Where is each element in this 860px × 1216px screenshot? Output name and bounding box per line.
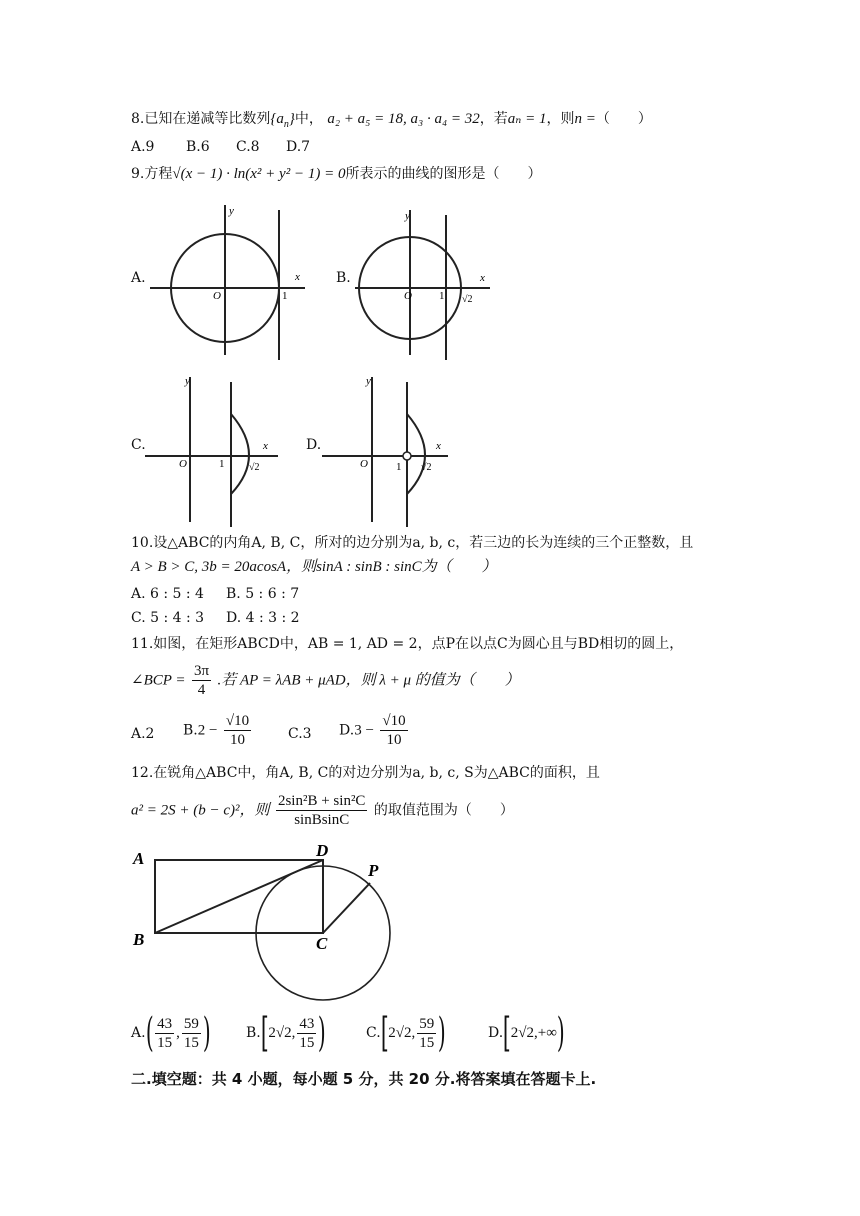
svg-text:C: C <box>316 934 328 953</box>
svg-text:x: x <box>436 440 441 452</box>
svg-text:O: O <box>179 458 187 470</box>
q8-option-b: B.6 <box>186 139 210 155</box>
q12-stem-line1: 12.在锐角△ABC中，角A, B, C的对边分别为a, b, c, S为△ABC的面积，且 <box>131 765 600 781</box>
q12-option-d: D.[2√2,+∞) <box>488 1010 565 1056</box>
q8-option-d: D.7 <box>286 139 311 155</box>
section-2-heading: 二.填空题：共 4 小题，每小题 5 分，共 20 分.将答案填在答题卡上. <box>131 1070 597 1088</box>
svg-text:y: y <box>405 210 410 222</box>
q10-option-a: A. 6 : 5 : 4 <box>131 586 204 602</box>
q11-option-d: D.3 − $\frac{√10}{10}$ <box>339 713 406 748</box>
q10-option-d: D. 4 : 3 : 2 <box>226 610 300 626</box>
q9-label-b: B. <box>336 270 351 286</box>
q12-option-b: B.[2√2, $\frac{43}{15}$ ) <box>246 1010 327 1056</box>
svg-text:√2: √2 <box>462 294 473 305</box>
q9-graph-a <box>145 200 315 360</box>
q10-stem-line2: A > B > C, 3b = 20acosA，则sinA : sinB : sinC为（ ） <box>131 559 497 575</box>
svg-text:D: D <box>316 841 329 860</box>
q11-option-a: A.2 <box>131 726 155 742</box>
q11-option-b: B.2 − $\frac{√10}{10}$ <box>183 713 250 748</box>
svg-text:1: 1 <box>439 290 445 302</box>
q9-graph-b <box>350 205 510 365</box>
svg-text:√2: √2 <box>421 462 432 473</box>
q8-stem: 8.已知在递减等比数列$\{a_n\}$中， a₂ + a₅ = 18, a₃ · a₄ = 32，若aₙ = 1，则n =（ ） <box>131 111 652 130</box>
svg-text:x: x <box>263 440 268 452</box>
svg-text:y: y <box>366 375 371 387</box>
svg-text:√2: √2 <box>249 462 260 473</box>
q9-label-d: D. <box>306 437 322 453</box>
svg-text:1: 1 <box>282 290 288 302</box>
q11-stem-line1: 11.如图，在矩形ABCD中，AB = 1, AD = 2，点P在以点C为圆心且与BD相切的圆上， <box>131 636 684 652</box>
svg-text:A: A <box>133 849 145 868</box>
svg-text:O: O <box>404 290 412 302</box>
svg-text:1: 1 <box>219 458 225 470</box>
q12-option-c: C.[2√2, $\frac{59}{15}$ ) <box>366 1010 446 1056</box>
svg-text:P: P <box>368 861 379 880</box>
svg-text:1: 1 <box>396 461 402 473</box>
q10-option-b: B. 5 : 6 : 7 <box>226 586 300 602</box>
svg-text:x: x <box>480 272 485 284</box>
q9-label-c: C. <box>131 437 146 453</box>
q10-option-c: C. 5 : 4 : 3 <box>131 610 205 626</box>
svg-text:y: y <box>185 375 190 387</box>
q11-angle-fraction: $\frac{3\pi}{4}$ <box>193 663 210 698</box>
q8-option-c: C.8 <box>236 139 260 155</box>
svg-text:O: O <box>360 458 368 470</box>
q9-graph-c <box>143 372 293 527</box>
svg-text:y: y <box>229 205 234 217</box>
q12-option-a: A.( $\frac{43}{15}$ , $\frac{59}{15}$ ) <box>131 1010 211 1056</box>
q8-option-a: A.9 <box>131 139 155 155</box>
q11-figure <box>130 838 430 1008</box>
svg-text:x: x <box>295 271 300 283</box>
q9-graph-d <box>320 372 470 527</box>
q11-option-c: C.3 <box>288 726 312 742</box>
q10-stem-line1: 10.设△ABC的内角A, B, C，所对的边分别为a, b, c，若三边的长为连续的三个正整数，且 <box>131 535 694 551</box>
q9-label-a: A. <box>131 270 146 286</box>
q11-stem-line2: ∠BCP = $\frac{3\pi}{4}$ .若 AP = λAB + μAD，则 λ + μ 的值为（ ） <box>131 663 520 698</box>
q9-stem: 9.方程√(x − 1) · ln(x² + y² − 1) = 0所表示的曲线的图形是（ ） <box>131 166 542 182</box>
svg-text:O: O <box>213 290 221 302</box>
q12-stem-line2: a² = 2S + (b − c)²，则 $\frac{\text{2sin²B + sin²C}}{\text{sinBsinC}}$ 的取值范围为（ ） <box>131 793 514 828</box>
q12-expression-fraction: $\frac{\text{2sin²B + sin²C}}{\text{sinBsinC}}$ <box>277 793 366 828</box>
svg-text:B: B <box>133 930 145 949</box>
